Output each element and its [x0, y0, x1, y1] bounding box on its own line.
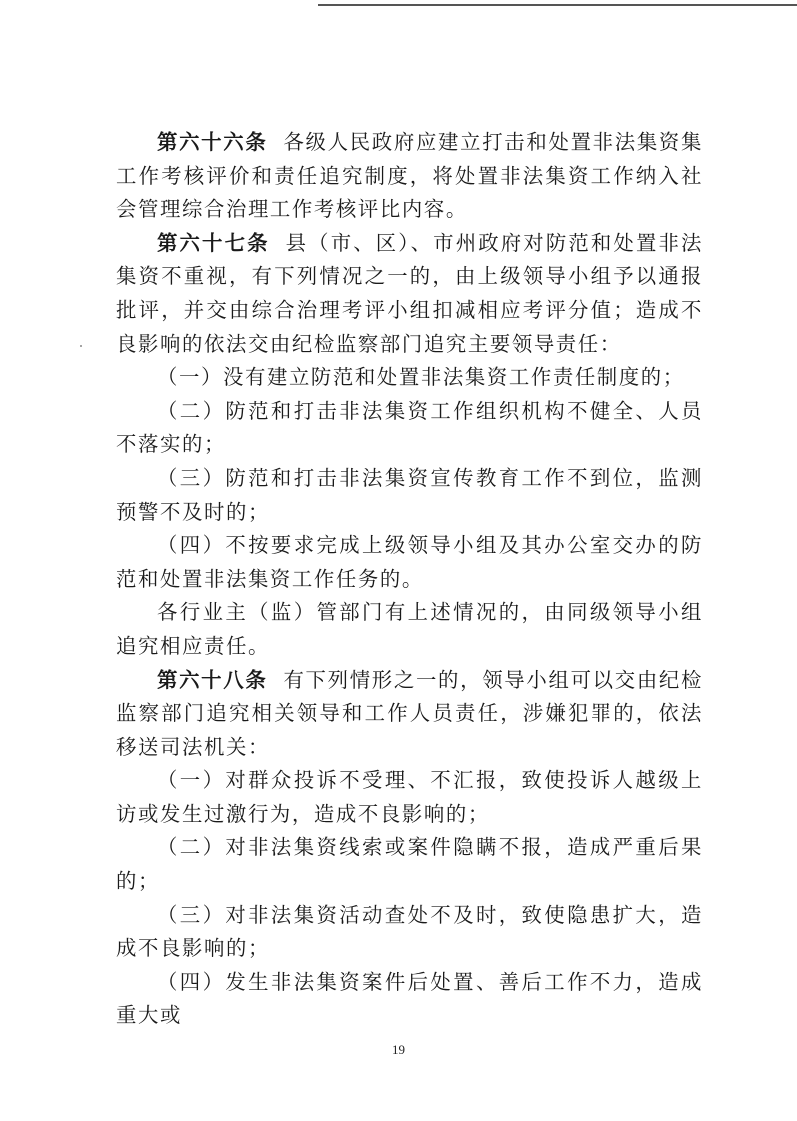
paragraph: [116, 596, 703, 663]
paragraph-article-67: [116, 227, 703, 361]
paragraph-text: （四）不按要求完成上级领导小组及其办公室交办的防范和处置非法集资工作任务的。: [116, 533, 703, 591]
paragraph-text: （一）对群众投诉不受理、不汇报，致使投诉人越级上访或发生过激行为，造成不良影响的；: [116, 768, 703, 826]
paragraph-text: 县（市、区）、市州政府对防范和处置非法集资不重视，有下列情况之一的，由上级领导小组予以通报批评，并交由综合治理考评小组扣减相应考评分值；造成不良影响的依法交由纪检监察部门追究主要领导责任：: [116, 230, 703, 356]
list-item: [116, 966, 703, 1033]
paragraph-text: （二）对非法集资线索或案件隐瞒不报，造成严重后果的；: [116, 835, 703, 894]
paragraph-text: 有下列情形之一的，领导小组可以交由纪检监察部门追究相关领导和工作人员责任，涉嫌犯罪的，依法移送司法机关：: [116, 667, 703, 759]
paragraph-text: （三）对非法集资活动查处不及时，致使隐患扩大，造成不良影响的；: [116, 902, 703, 961]
paragraph-text: （三）防范和打击非法集资宣传教育工作不到位，监测预警不及时的；: [116, 465, 703, 524]
article-heading: 第六十七条: [157, 230, 270, 255]
list-item: [116, 764, 703, 831]
list-item: [116, 831, 703, 898]
article-heading: 第六十六条: [157, 130, 268, 154]
list-item: [116, 462, 703, 529]
scan-top-rule: [318, 4, 797, 6]
list-item: [116, 899, 703, 966]
paragraph-article-68: [116, 664, 703, 765]
page-number: 19: [392, 1042, 405, 1057]
article-heading: 第六十八条: [157, 667, 268, 692]
paragraph-text: （一）没有建立防范和处置非法集资工作责任制度的；: [157, 365, 685, 390]
paragraph-text: 各级人民政府应建立打击和处置非法集资集工作考核评价和责任追究制度，将处置非法集资工作纳入社会管理综合治理工作考核评比内容。: [116, 130, 703, 222]
paragraph-article-66: [116, 126, 703, 227]
paragraph-text: （二）防范和打击非法集资工作组织机构不健全、人员不落实的；: [116, 398, 703, 457]
paragraph-text: （四）发生非法集资案件后处置、善后工作不力，造成重大或: [116, 969, 703, 1028]
list-item: [116, 361, 703, 395]
list-item: [116, 529, 703, 596]
paragraph-text: 各行业主（监）管部门有上述情况的，由同级领导小组追究相应责任。: [116, 600, 703, 658]
document-body: [116, 126, 703, 1033]
scan-speck: [80, 345, 82, 347]
list-item: [116, 395, 703, 462]
